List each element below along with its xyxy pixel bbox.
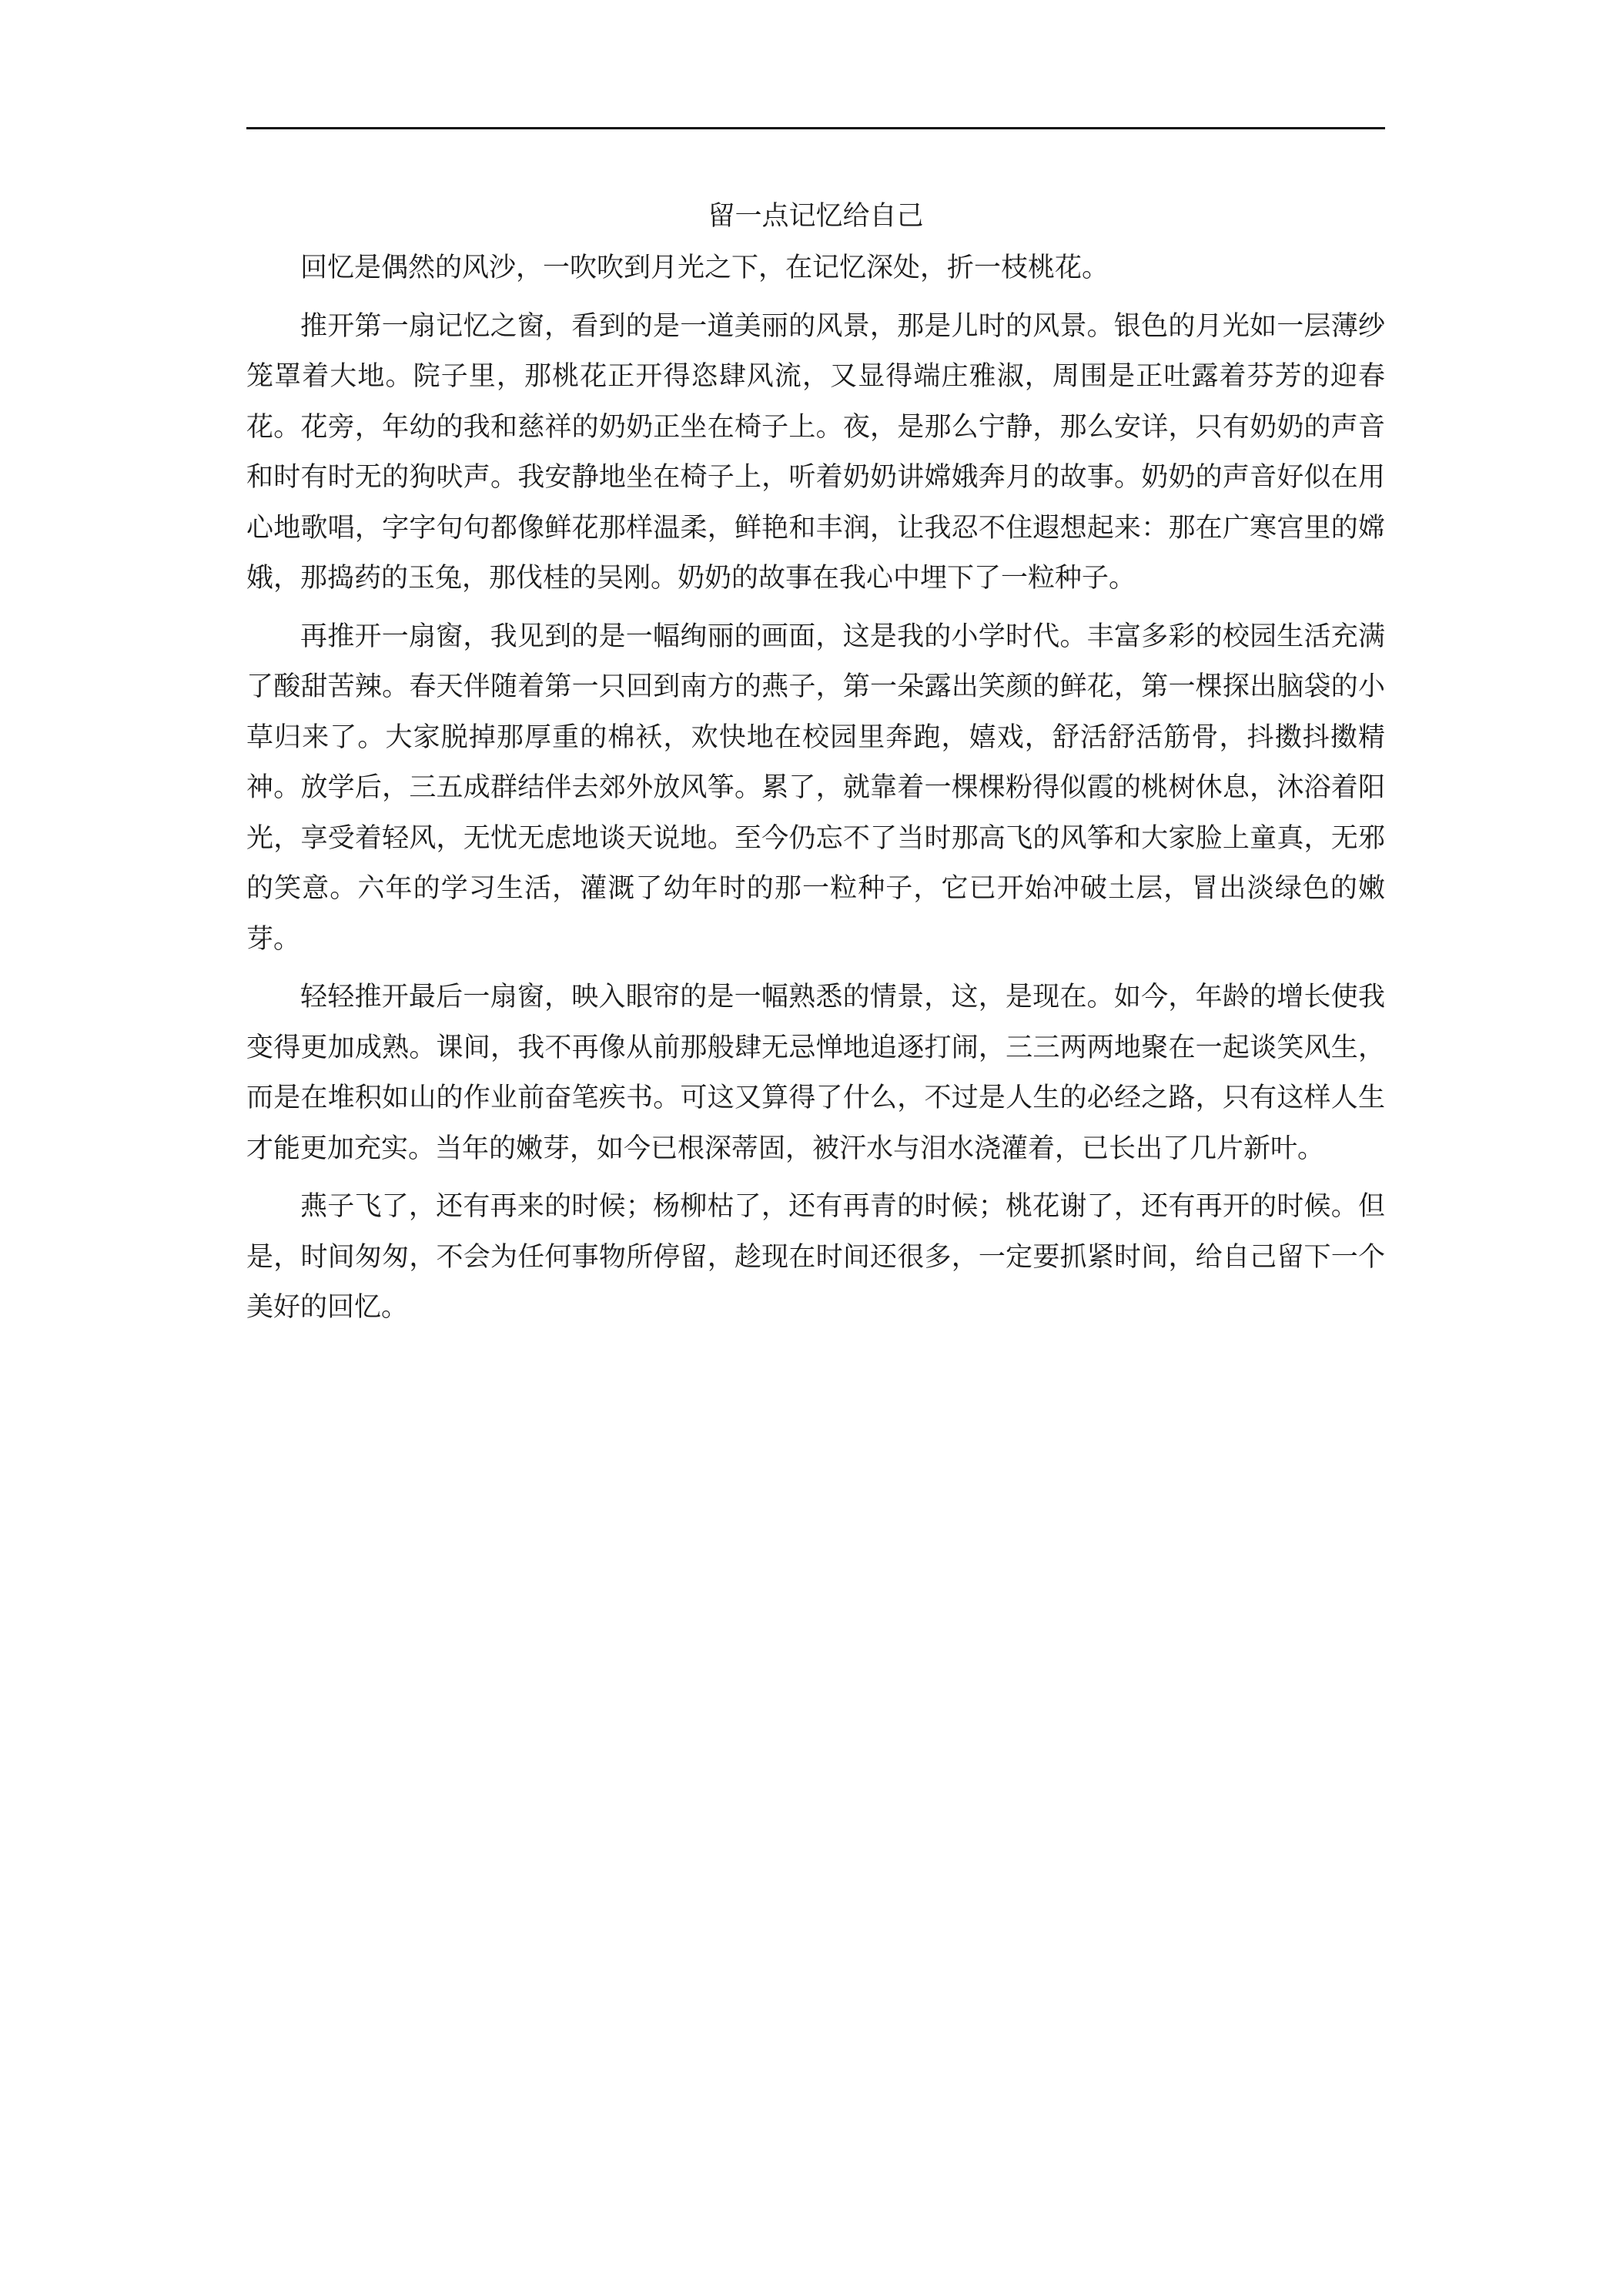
paragraph-4: 轻轻推开最后一扇窗，映入眼帘的是一幅熟悉的情景，这，是现在。如今，年龄的增长使我变得更加成熟。课间，我不再像从前那般肆无忌惮地追逐打闹，三三两两地聚在一起谈笑风生，而是在堆积如山的作业前奋笔疾书。可这又算得了什么，不过是人生的必经之路，只有这样人生才能更加充实。当年的嫩芽，如今已根深蒂固，被汗水与泪水浇灌着，已长出了几片新叶。 [246, 982, 1385, 1164]
paragraph-2: 推开第一扇记忆之窗，看到的是一道美丽的风景，那是儿时的风景。银色的月光如一层薄纱笼罩着大地。院子里，那桃花正开得恣肆风流，又显得端庄雅淑，周围是正吐露着芬芳的迎春花。花旁，年幼的我和慈祥的奶奶正坐在椅子上。夜，是那么宁静，那么安详，只有奶奶的声音和时有时无的狗吠声。我安静地坐在椅子上，听着奶奶讲嫦娥奔月的故事。奶奶的声音好似在用心地歌唱，字字句句都像鲜花那样温柔，鲜艳和丰润，让我忍不住遐想起来：那在广寒宫里的嫦娥，那捣药的玉兔，那伐桂的吴刚。奶奶的故事在我心中埋下了一粒种子。 [246, 310, 1385, 594]
header-rule [246, 127, 1385, 129]
document-body [246, 192, 1385, 1334]
paragraph-5: 燕子飞了，还有再来的时候；杨柳枯了，还有再青的时候；桃花谢了，还有再开的时候。但是，时间匆匆，不会为任何事物所停留，趁现在时间还很多，一定要抓紧时间，给自己留下一个美好的回忆。 [246, 1191, 1385, 1323]
document-title: 留一点记忆给自己 [708, 201, 924, 232]
paragraph-3: 再推开一扇窗，我见到的是一幅绚丽的画面，这是我的小学时代。丰富多彩的校园生活充满了酸甜苦辣。春天伴随着第一只回到南方的燕子，第一朵露出笑颜的鲜花，第一棵探出脑袋的小草归来了。大家脱掉那厚重的棉袄，欢快地在校园里奔跑，嬉戏，舒活舒活筋骨，抖擞抖擞精神。放学后，三五成群结伴去郊外放风筝。累了，就靠着一棵棵粉得似霞的桃树休息，沐浴着阳光，享受着轻风，无忧无虑地谈天说地。至今仍忘不了当时那高飞的风筝和大家脸上童真，无邪的笑意。六年的学习生活，灌溉了幼年时的那一粒种子，它已开始冲破土层，冒出淡绿色的嫩芽。 [246, 621, 1385, 955]
paragraph-1: 回忆是偶然的风沙，一吹吹到月光之下，在记忆深处，折一枝桃花。 [300, 253, 1109, 283]
